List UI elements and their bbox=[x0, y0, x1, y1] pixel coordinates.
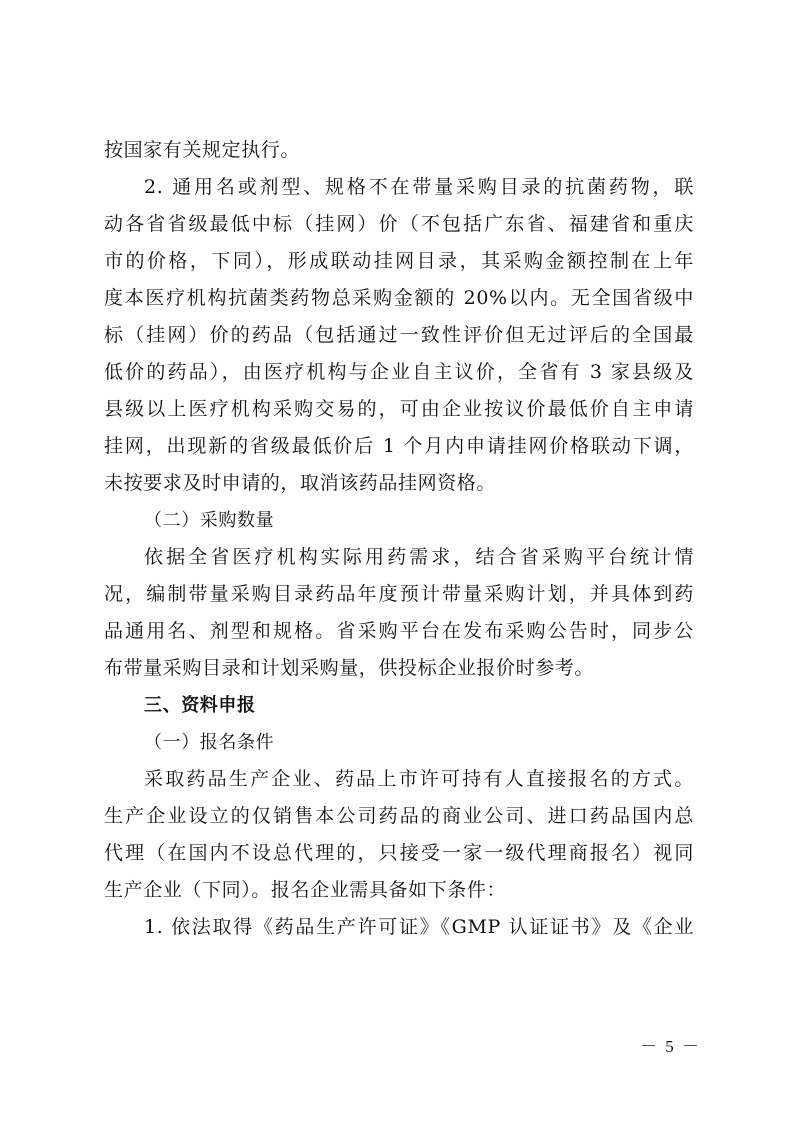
text-line: 度本医疗机构抗菌类药物总采购金额的 20%以内。无全国省级中 bbox=[104, 287, 694, 309]
text-line: 布带量采购目录和计划采购量，供投标企业报价时参考。 bbox=[104, 657, 595, 679]
text-line: 依据全省医疗机构实际用药需求，结合省采购平台统计情 bbox=[144, 546, 694, 568]
section-subheading: （一）报名条件 bbox=[144, 732, 275, 753]
text-line: 品通用名、剂型和规格。省采购平台在发布采购公告时，同步公 bbox=[104, 620, 694, 642]
text-line: 未按要求及时申请的，取消该药品挂网资格。 bbox=[104, 472, 497, 494]
text-line: 按国家有关规定执行。 bbox=[104, 139, 301, 161]
text-line: 2. 通用名或剂型、规格不在带量采购目录的抗菌药物，联 bbox=[144, 176, 694, 198]
text-line: 标（挂网）价的药品（包括通过一致性评价但无过评后的全国最 bbox=[104, 324, 694, 346]
text-line: 县级以上医疗机构采购交易的，可由企业按议价最低价自主申请 bbox=[104, 398, 694, 420]
text-line: 采取药品生产企业、药品上市许可持有人直接报名的方式。 bbox=[144, 768, 694, 790]
text-line: 代理（在国内不设总代理的，只接受一家一级代理商报名）视同 bbox=[104, 842, 694, 864]
text-line: 生产企业（下同）。报名企业需具备如下条件： bbox=[104, 879, 507, 901]
page-number: － 5 － bbox=[640, 1037, 701, 1056]
text-line: 生产企业设立的仅销售本公司药品的商业公司、进口药品国内总 bbox=[104, 805, 694, 827]
text-line: 挂网，出现新的省级最低价后 1 个月内申请挂网价格联动下调， bbox=[104, 435, 694, 457]
text-line: 动各省省级最低中标（挂网）价（不包括广东省、福建省和重庆 bbox=[104, 213, 694, 235]
text-line: 1. 依法取得《药品生产许可证》《GMP 认证证书》及《企业 bbox=[144, 916, 694, 938]
section-subheading: （二）采购数量 bbox=[144, 510, 275, 531]
text-line: 市的价格，下同），形成联动挂网目录，其采购金额控制在上年 bbox=[104, 250, 694, 272]
text-line: 况，编制带量采购目录药品年度预计带量采购计划，并具体到药 bbox=[104, 583, 694, 605]
body-text bbox=[104, 132, 694, 946]
text-line: 低价的药品），由医疗机构与企业自主议价，全省有 3 家县级及 bbox=[104, 361, 694, 383]
section-heading: 三、资料申报 bbox=[144, 695, 256, 716]
